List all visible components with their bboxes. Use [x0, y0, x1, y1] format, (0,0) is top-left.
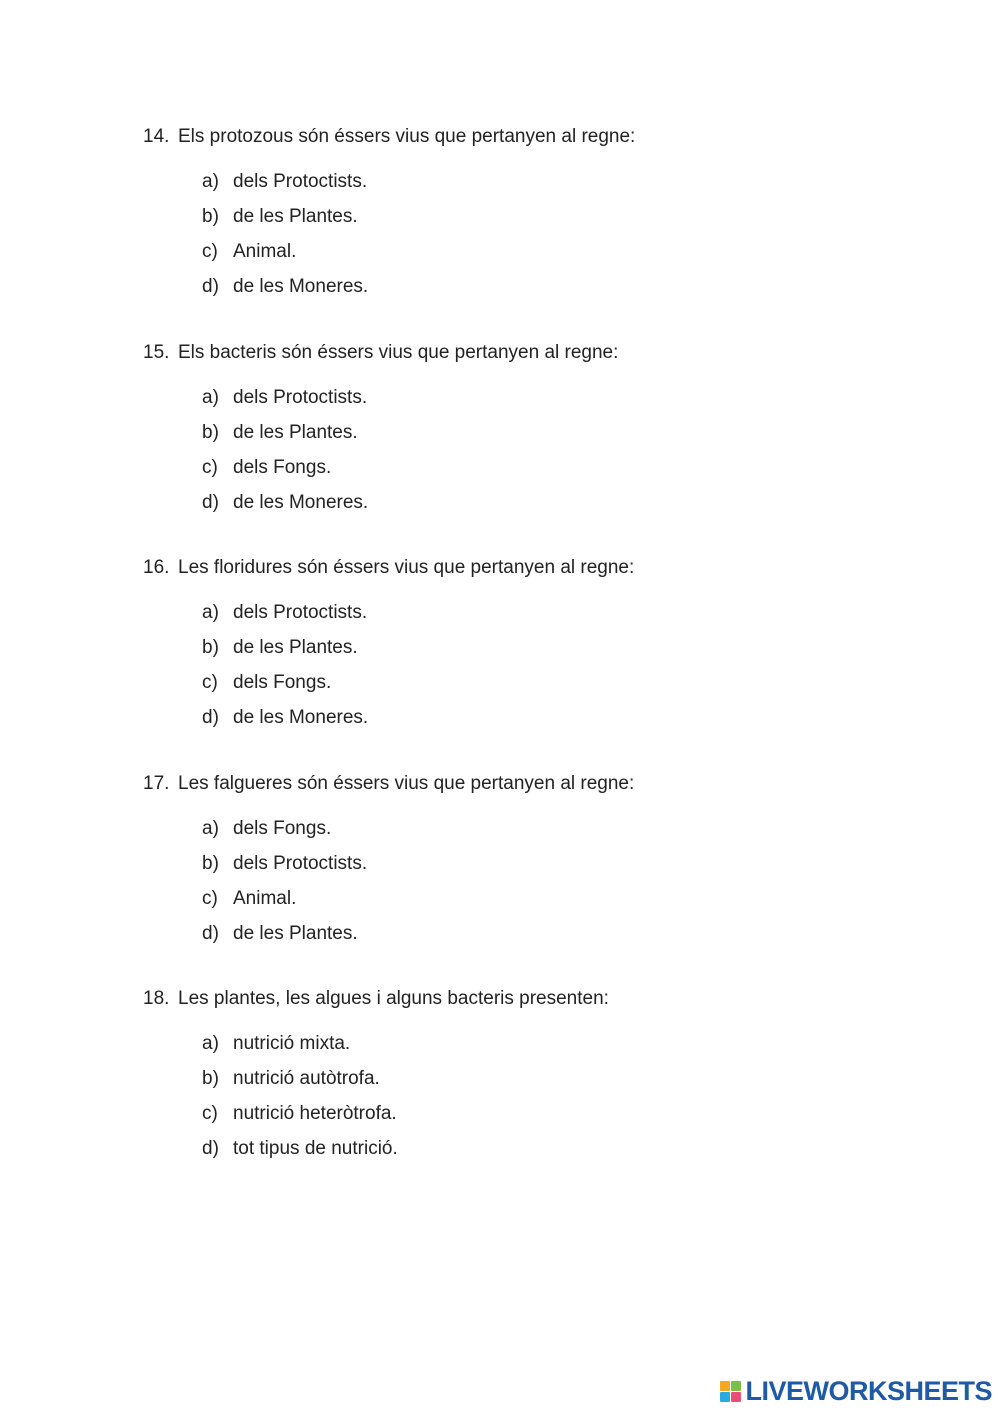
- option-letter: a): [202, 171, 219, 192]
- question-14: [143, 125, 903, 310]
- option-text: dels Fongs.: [233, 457, 332, 478]
- option-a[interactable]: [202, 170, 903, 194]
- option-a[interactable]: [202, 601, 903, 625]
- option-text: nutrició autòtrofa.: [233, 1068, 380, 1089]
- option-letter: b): [202, 422, 219, 443]
- brand-name: LIVEWORKSHEETS: [745, 1376, 992, 1406]
- option-d[interactable]: [202, 275, 903, 299]
- option-letter: b): [202, 637, 219, 658]
- question-number: 17.: [143, 773, 170, 794]
- question-stem: [143, 772, 903, 796]
- question-15: [143, 341, 903, 526]
- option-letter: d): [202, 276, 219, 297]
- option-letter: a): [202, 818, 219, 839]
- option-letter: a): [202, 1033, 219, 1054]
- option-d[interactable]: [202, 922, 903, 946]
- option-letter: d): [202, 1138, 219, 1159]
- question-17: [143, 772, 903, 957]
- question-number: 15.: [143, 342, 170, 363]
- option-a[interactable]: [202, 386, 903, 410]
- question-text: Les falgueres són éssers vius que pertanyen al regne:: [178, 773, 635, 794]
- option-d[interactable]: [202, 706, 903, 730]
- option-text: de les Plantes.: [233, 422, 358, 443]
- option-letter: d): [202, 923, 219, 944]
- option-letter: b): [202, 853, 219, 874]
- liveworksheets-logo-icon: [720, 1381, 741, 1402]
- option-letter: c): [202, 1103, 218, 1124]
- option-text: nutrició heteròtrofa.: [233, 1103, 397, 1124]
- option-c[interactable]: [202, 887, 903, 911]
- question-text: Les plantes, les algues i alguns bacteris presenten:: [178, 988, 609, 1009]
- option-letter: b): [202, 1068, 219, 1089]
- option-letter: a): [202, 602, 219, 623]
- option-b[interactable]: [202, 636, 903, 660]
- option-text: dels Protoctists.: [233, 602, 368, 623]
- option-text: dels Protoctists.: [233, 853, 368, 874]
- options-list: [202, 601, 903, 730]
- option-text: dels Fongs.: [233, 672, 332, 693]
- question-stem: [143, 341, 903, 365]
- option-text: de les Plantes.: [233, 923, 358, 944]
- options-list: [202, 170, 903, 299]
- question-text: Els bacteris són éssers vius que pertanyen al regne:: [178, 342, 619, 363]
- question-stem: [143, 125, 903, 149]
- option-b[interactable]: [202, 205, 903, 229]
- option-d[interactable]: [202, 491, 903, 515]
- option-text: nutrició mixta.: [233, 1033, 351, 1054]
- option-c[interactable]: [202, 240, 903, 264]
- question-stem: [143, 987, 903, 1011]
- question-number: 16.: [143, 557, 170, 578]
- option-a[interactable]: [202, 1032, 903, 1056]
- options-list: [202, 817, 903, 946]
- option-text: de les Moneres.: [233, 492, 369, 513]
- question-number: 14.: [143, 126, 170, 147]
- options-list: [202, 386, 903, 515]
- option-letter: c): [202, 888, 218, 909]
- option-a[interactable]: [202, 817, 903, 841]
- option-text: Animal.: [233, 888, 297, 909]
- option-letter: d): [202, 707, 219, 728]
- option-text: dels Protoctists.: [233, 171, 368, 192]
- option-text: dels Protoctists.: [233, 387, 368, 408]
- option-text: de les Moneres.: [233, 276, 369, 297]
- liveworksheets-branding[interactable]: [720, 1377, 992, 1405]
- options-list: [202, 1032, 903, 1161]
- question-stem: [143, 556, 903, 580]
- question-number: 18.: [143, 988, 170, 1009]
- option-letter: b): [202, 206, 219, 227]
- option-d[interactable]: [202, 1137, 903, 1161]
- option-letter: c): [202, 672, 218, 693]
- option-letter: c): [202, 457, 218, 478]
- option-text: de les Moneres.: [233, 707, 369, 728]
- option-b[interactable]: [202, 852, 903, 876]
- option-c[interactable]: [202, 456, 903, 480]
- option-text: de les Plantes.: [233, 206, 358, 227]
- option-c[interactable]: [202, 671, 903, 695]
- question-18: [143, 987, 903, 1172]
- question-text: Els protozous són éssers vius que pertanyen al regne:: [178, 126, 636, 147]
- option-b[interactable]: [202, 1067, 903, 1091]
- option-text: tot tipus de nutrició.: [233, 1138, 398, 1159]
- question-16: [143, 556, 903, 741]
- option-text: dels Fongs.: [233, 818, 332, 839]
- option-letter: d): [202, 492, 219, 513]
- option-text: de les Plantes.: [233, 637, 358, 658]
- option-letter: a): [202, 387, 219, 408]
- option-text: Animal.: [233, 241, 297, 262]
- question-text: Les floridures són éssers vius que pertanyen al regne:: [178, 557, 635, 578]
- option-letter: c): [202, 241, 218, 262]
- option-b[interactable]: [202, 421, 903, 445]
- option-c[interactable]: [202, 1102, 903, 1126]
